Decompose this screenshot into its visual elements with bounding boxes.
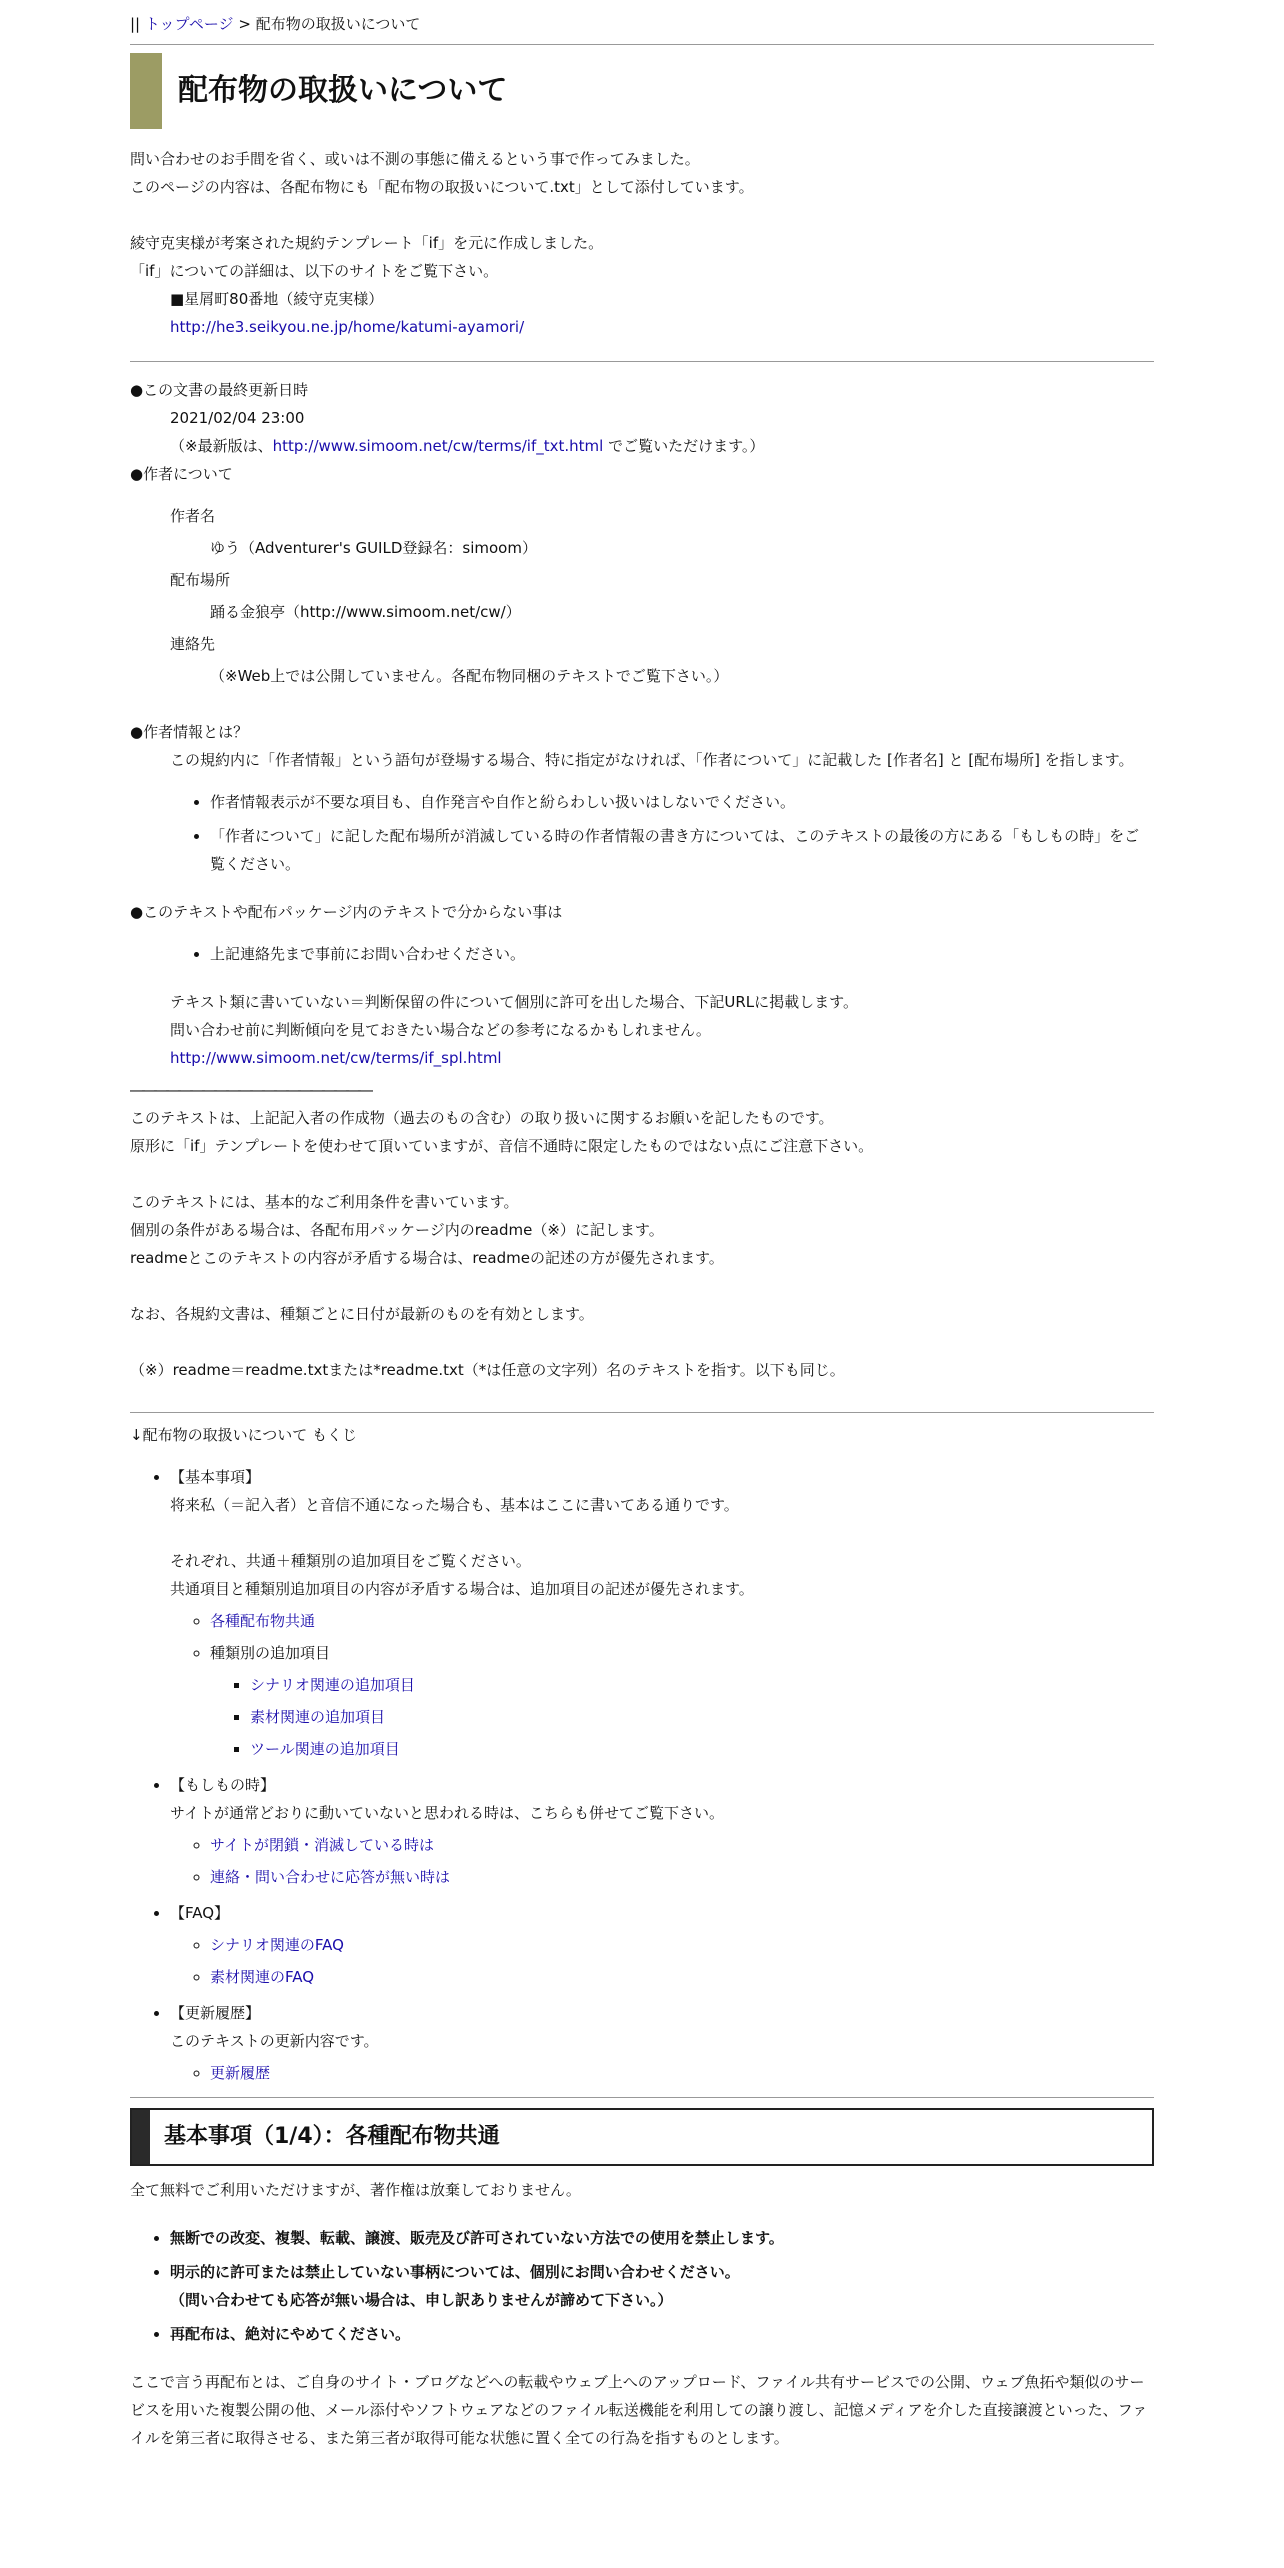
breadcrumb-current: 配布物の取扱いについて <box>255 15 421 33</box>
template-line-1: 綾守克実様が考案された規約テンプレート「if」を元に作成しました。 <box>130 234 604 252</box>
updated-datetime: 2021/02/04 23:00 <box>170 409 305 427</box>
toc-link-scenario[interactable]: シナリオ関連の追加項目 <box>250 1676 415 1694</box>
list-item: • 再配布は、絶対にやめてください。 <box>170 2320 1154 2348</box>
divider <box>130 1412 1154 1413</box>
toc-basic-line-2: それぞれ、共通＋種類別の追加項目をご覧ください。 <box>170 1552 531 1570</box>
toc-emergency-sublist <box>170 1831 1154 1891</box>
list-item: • 「作者について」に記した配布場所が消滅している時の作者情報の書き方については、このテキストの最後の方にある「もしもの時」をご覧ください。 <box>210 822 1154 878</box>
intro-line-1: 問い合わせのお手間を省く、或いは不測の事態に備えるという事で作ってみました。 <box>130 150 700 168</box>
unknown-list <box>130 940 1154 968</box>
author-place-label: 配布場所 <box>170 571 231 589</box>
list-item: • 無断での改変、複製、転載、譲渡、販売及び許可されていない方法での使用を禁止します。 <box>170 2224 1154 2252</box>
page <box>130 0 1154 2452</box>
author-place-value: 踊る金狼亭（http://www.simoom.net/cw/） <box>210 603 521 621</box>
note-line-6: なお、各規約文書は、種類ごとに日付が最新のものを有効とします。 <box>130 1305 594 1323</box>
note-line-3: このテキストには、基本的なご利用条件を書いています。 <box>130 1193 519 1211</box>
note-line-2: 原形に「if」テンプレートを使わせて頂いていますが、音信不通時に限定したものではない点にご注意下さい。 <box>130 1137 874 1155</box>
list-item: • 作者情報表示が不要な項目も、自作発言や自作と紛らわしい扱いはしないでください。 <box>210 788 1154 816</box>
unknown-line-1: テキスト類に書いていない＝判断保留の件について個別に許可を出した場合、下記URLに掲載します。 <box>170 993 858 1011</box>
template-site-name: ■星屑町80番地（綾守克実様） <box>170 290 384 308</box>
toc-basic-line-3: 共通項目と種類別追加項目の内容が矛盾する場合は、追加項目の記述が優先されます。 <box>170 1580 754 1598</box>
toc-list <box>130 1463 1154 2087</box>
toc-emergency-line: サイトが通常どおりに動いていないと思われる時は、こちらも併せてご覧下さい。 <box>170 1804 724 1822</box>
author-name-label: 作者名 <box>170 507 216 525</box>
author-contact-label: 連絡先 <box>170 635 216 653</box>
unknown-line-2: 問い合わせ前に判断傾向を見ておきたい場合などの参考になるかもしれません。 <box>170 1021 711 1039</box>
toc-faq <box>170 1899 1154 1991</box>
divider <box>130 2097 1154 2098</box>
divider <box>130 44 1154 45</box>
breadcrumb-home-link[interactable]: トップページ <box>144 15 234 33</box>
toc-by-type-label: 種類別の追加項目 <box>210 1644 331 1662</box>
author-info-list <box>130 788 1154 878</box>
page-heading <box>130 53 1154 129</box>
updated-note <box>130 432 1154 460</box>
heading-accent-bar <box>130 53 162 129</box>
toc-basic-line-1: 将来私（＝記入者）と音信不通になった場合も、基本はここに書いてある通りです。 <box>170 1496 739 1514</box>
updated-note-suffix: でご覧いただけます。） <box>603 437 765 455</box>
section-heading <box>130 2108 1154 2166</box>
rule-text: 明示的に許可または禁止していない事柄については、個別にお問い合わせください。 <box>170 2263 740 2281</box>
author-info-heading: ●作者情報とは？ <box>130 723 249 741</box>
toc-emergency <box>170 1771 1154 1891</box>
section-accent-bar <box>132 2110 150 2164</box>
toc-link-tool[interactable]: ツール関連の追加項目 <box>250 1740 400 1758</box>
breadcrumb-prefix: || <box>130 15 141 33</box>
author-info-body: この規約内に「作者情報」という語句が登場する場合、特に指定がなければ、「作者について」に記載した [作者名] と [配布場所] を指します。 <box>170 751 1134 769</box>
author-heading: ●作者について <box>130 465 233 483</box>
updated-heading: ●この文書の最終更新日時 <box>130 381 309 399</box>
toc-basic-label: 【基本事項】 <box>170 1468 261 1486</box>
intro-line-2: このページの内容は、各配布物にも「配布物の取扱いについて.txt」として添付しています。 <box>130 178 754 196</box>
divider <box>130 361 1154 362</box>
toc-history-sublist <box>170 2059 1154 2087</box>
toc-faq-sublist <box>170 1931 1154 1991</box>
toc-link-site-closed[interactable]: サイトが閉鎖・消滅している時は <box>210 1836 434 1854</box>
list-item: • 上記連絡先まで事前にお問い合わせください。 <box>210 940 1154 968</box>
section-rules-list <box>130 2224 1154 2348</box>
dash-divider: ―――――――――――――――――――― <box>130 1081 370 1099</box>
author-name-value: ゆう（Adventurer's GUILD登録名：simoom） <box>210 539 537 557</box>
page-title: 配布物の取扱いについて <box>178 73 508 108</box>
list-item <box>170 2258 1154 2314</box>
toc-heading: ↓配布物の取扱いについて もくじ <box>130 1426 358 1444</box>
section-title: 基本事項（1/4）：各種配布物共通 <box>164 2124 500 2149</box>
note-line-5: readmeとこのテキストの内容が矛盾する場合は、readmeの記述の方が優先されます。 <box>130 1249 724 1267</box>
toc-basic <box>170 1463 1154 1763</box>
updated-note-prefix: （※最新版は、 <box>170 437 273 455</box>
breadcrumb-separator: > <box>238 15 251 33</box>
note-line-1: このテキストは、上記記入者の作成物（過去のもの含む）の取り扱いに関するお願いを記したものです。 <box>130 1109 834 1127</box>
toc-link-faq-scenario[interactable]: シナリオ関連のFAQ <box>210 1936 344 1954</box>
toc-basic-sublist <box>170 1607 1154 1763</box>
toc-emergency-label: 【もしもの時】 <box>170 1776 276 1794</box>
toc-faq-label: 【FAQ】 <box>170 1904 230 1922</box>
rule-subtext: （問い合わせても応答が無い場合は、申し訳ありませんが諦めて下さい。） <box>170 2291 673 2309</box>
template-site-link[interactable]: http://he3.seikyou.ne.jp/home/katumi-ayamori/ <box>170 318 525 336</box>
section-lead: 全て無料でご利用いただけますが、著作権は放棄しておりません。 <box>130 2181 581 2199</box>
toc-link-history[interactable]: 更新履歴 <box>210 2064 271 2082</box>
toc-link-faq-material[interactable]: 素材関連のFAQ <box>210 1968 315 1986</box>
template-line-2: 「if」についての詳細は、以下のサイトをご覧下さい。 <box>130 262 499 280</box>
note-line-7: （※）readme＝readme.txtまたは*readme.txt（*は任意の文字列）名のテキストを指す。以下も同じ。 <box>130 1361 845 1379</box>
latest-version-link[interactable]: http://www.simoom.net/cw/terms/if_txt.html <box>272 437 604 455</box>
special-permissions-link[interactable]: http://www.simoom.net/cw/terms/if_spl.html <box>170 1049 502 1067</box>
toc-link-no-reply[interactable]: 連絡・問い合わせに応答が無い時は <box>210 1868 451 1886</box>
breadcrumb <box>130 10 1154 38</box>
toc-history <box>170 1999 1154 2087</box>
author-contact-value: （※Web上では公開していません。各配布物同梱のテキストでご覧下さい。） <box>210 667 729 685</box>
toc-link-material[interactable]: 素材関連の追加項目 <box>250 1708 386 1726</box>
toc-link-common[interactable]: 各種配布物共通 <box>210 1612 316 1630</box>
toc-history-line: このテキストの更新内容です。 <box>170 2032 379 2050</box>
unknown-heading: ●このテキストや配布パッケージ内のテキストで分からない事は <box>130 903 563 921</box>
toc-history-label: 【更新履歴】 <box>170 2004 261 2022</box>
toc-by-type-sublist <box>210 1671 1154 1763</box>
note-line-4: 個別の条件がある場合は、各配布用パッケージ内のreadme（※）に記します。 <box>130 1221 664 1239</box>
redistribution-definition: ここで言う再配布とは、ご自身のサイト・ブログなどへの転載やウェブ上へのアップロード、ファイル共有サービスでの公開、ウェブ魚拓や類似のサービスを用いた複製公開の他、メール添付やソフトウェアなどのファイル転送機能を利用しての譲り渡し、記憶メディアを介した直接譲渡といった、ファイルを第三者に取得させる、また第三者が取得可能な状態に置く全ての行為を指すものとします。 <box>130 2373 1148 2447</box>
